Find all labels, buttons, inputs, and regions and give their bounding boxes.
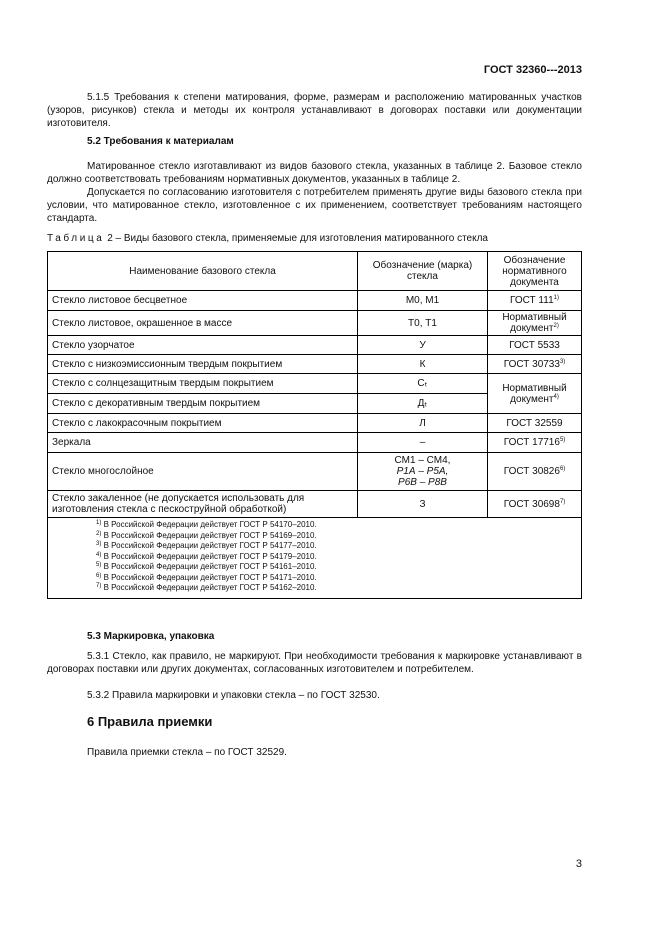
footnote-text: В Российской Федерации действует ГОСТ Р 54161–2010. (103, 562, 317, 571)
footnote-mark: 7) (96, 583, 102, 589)
cell-name: Стекло многослойное (48, 453, 358, 491)
table-caption (47, 233, 488, 244)
cell-doc (488, 336, 582, 355)
cell-name: Стекло листовое, окрашенное в массе (48, 311, 358, 336)
document-header: ГОСТ 32360---2013 (483, 64, 582, 76)
cell-doc (488, 414, 582, 433)
paragraph-5-3-2: 5.3.2 Правила маркировки и упаковки стекла – по ГОСТ 32530. (87, 690, 380, 701)
paragraph-5-3-1: 5.3.1 Стекло, как правило, не маркируют. При необходимости требования к маркировке устанавливают в договорах поставки или других документах, согласованных изготовителем и потребителем. (47, 651, 582, 675)
cell-mark: – (358, 433, 488, 453)
table-caption-label: Таблица (47, 233, 105, 244)
cell-name: Стекло с декоративным твердым покрытием (48, 394, 358, 414)
paragraph-5-1-5: 5.1.5 Требования к степени матирования, форме, размерам и расположению матированных участков (узоров, рисунков) стекла и методы их контроля устанавливают в договорах поставки или документации изготовителя. (47, 92, 582, 129)
footnote-mark: 2) (96, 530, 102, 537)
table-row (48, 433, 582, 453)
doc-footnote-ref: 6) (559, 466, 566, 472)
doc-text: ГОСТ 30733 (503, 358, 560, 370)
cell-doc (488, 433, 582, 453)
doc-text: Нормативный документ (502, 312, 567, 334)
footnote-text: В Российской Федерации действует ГОСТ Р 54179–2010. (103, 551, 317, 561)
doc-footnote-ref: 2) (553, 323, 559, 329)
paragraph-5-2-b: Допускается по согласованию изготовителя с потребителем применять другие виды базового стекла при условии, что матированное стекло, изготовленное с их применением, соответствует требованиям настоящего стандарта. (47, 187, 582, 224)
cell-doc (488, 311, 582, 336)
cell-name: Стекло с низкоэмиссионным твердым покрытием (48, 355, 358, 374)
doc-text: Нормативный документ (502, 382, 567, 405)
doc-text: ГОСТ 32559 (506, 417, 563, 429)
footnote (52, 562, 577, 573)
cell-name: Стекло листовое бесцветное (48, 291, 358, 311)
table-row (48, 453, 582, 491)
cell-mark: З (358, 491, 488, 518)
footnote-text: В Российской Федерации действует ГОСТ Р 54177–2010. (103, 541, 317, 550)
footnote (52, 531, 577, 542)
page-number: 3 (575, 858, 582, 870)
section-6-heading: 6 Правила приемки (87, 714, 213, 729)
section-5-3-heading: 5.3 Маркировка, упаковка (87, 631, 215, 642)
mark-line: СМ1 – СМ4, (394, 455, 451, 466)
footnote (52, 583, 577, 594)
cell-mark: К (358, 355, 488, 374)
doc-footnote-ref: 4) (553, 393, 559, 400)
header-cell-name: Наименование базового стекла (48, 252, 358, 291)
cell-mark: М0, М1 (358, 291, 488, 311)
section-5-2-heading: 5.2 Требования к материалам (87, 136, 234, 147)
footnote (52, 541, 577, 552)
header-cell-doc: Обозначение нормативного документа (488, 252, 582, 291)
doc-text: ГОСТ 111 (510, 295, 554, 306)
cell-name: Стекло с лакокрасочным покрытием (48, 414, 358, 433)
table-row (48, 336, 582, 355)
cell-name: Стекло закаленное (не допускается использовать для изготовления стекла с пескоструйной обработкой) (48, 491, 358, 518)
cell-doc (488, 453, 582, 491)
table-header-row (48, 252, 582, 291)
cell-mark: Сₜ (358, 374, 488, 394)
footnote-text: В Российской Федерации действует ГОСТ Р 54171–2010. (103, 572, 317, 582)
mark-line: Р6В – Р8В (398, 477, 447, 488)
cell-doc (488, 355, 582, 374)
footnotes-cell (48, 518, 582, 599)
table-row (48, 311, 582, 336)
table-footnotes-row (48, 518, 582, 599)
cell-name: Стекло узорчатое (48, 336, 358, 355)
doc-footnote-ref: 3) (559, 358, 566, 365)
footnote-mark: 4) (96, 551, 102, 558)
doc-text: ГОСТ 30826 (503, 466, 560, 477)
cell-mark: У (358, 336, 488, 355)
cell-doc (488, 374, 582, 414)
cell-mark: Т0, Т1 (358, 311, 488, 336)
footnote (52, 520, 577, 531)
doc-footnote-ref: 1) (553, 295, 559, 301)
doc-text: ГОСТ 5533 (509, 339, 560, 351)
doc-footnote-ref: 5) (559, 437, 566, 443)
cell-mark (358, 453, 488, 491)
footnote (52, 552, 577, 563)
paragraph-5-2-a: Матированное стекло изготавливают из видов базового стекла, указанных в таблице 2. Базовое стекло должно соответствовать требованиям нормативных документов, указанных в таблице 2. (47, 161, 582, 185)
footnote-mark: 1) (96, 520, 102, 526)
base-glass-table (47, 251, 582, 599)
paragraph-6: Правила приемки стекла – по ГОСТ 32529. (87, 747, 287, 758)
cell-mark: Л (358, 414, 488, 433)
header-cell-mark: Обозначение (марка) стекла (358, 252, 488, 291)
footnote-text: В Российской Федерации действует ГОСТ Р 54162–2010. (103, 583, 317, 592)
cell-mark: Дₜ (358, 394, 488, 414)
cell-doc (488, 491, 582, 518)
doc-footnote-ref: 7) (559, 498, 566, 505)
doc-text: ГОСТ 30698 (503, 498, 560, 510)
table-row (48, 374, 582, 394)
footnote-mark: 3) (96, 541, 102, 547)
table-row (48, 491, 582, 518)
cell-doc (488, 291, 582, 311)
cell-name: Стекло с солнцезащитным твердым покрытием (48, 374, 358, 394)
footnote-text: В Российской Федерации действует ГОСТ Р 54170–2010. (103, 520, 317, 529)
table-row (48, 414, 582, 433)
doc-text: ГОСТ 17716 (503, 437, 560, 448)
cell-name: Зеркала (48, 433, 358, 453)
mark-line: Р1А – Р5А, (396, 466, 449, 477)
footnote (52, 573, 577, 584)
footnote-mark: 6) (96, 572, 102, 579)
table-caption-text: 2 – Виды базового стекла, применяемые для изготовления матированного стекла (107, 233, 488, 244)
table-row (48, 355, 582, 374)
footnote-text: В Российской Федерации действует ГОСТ Р 54169–2010. (103, 530, 317, 540)
footnote-mark: 5) (96, 562, 102, 568)
table-row (48, 291, 582, 311)
